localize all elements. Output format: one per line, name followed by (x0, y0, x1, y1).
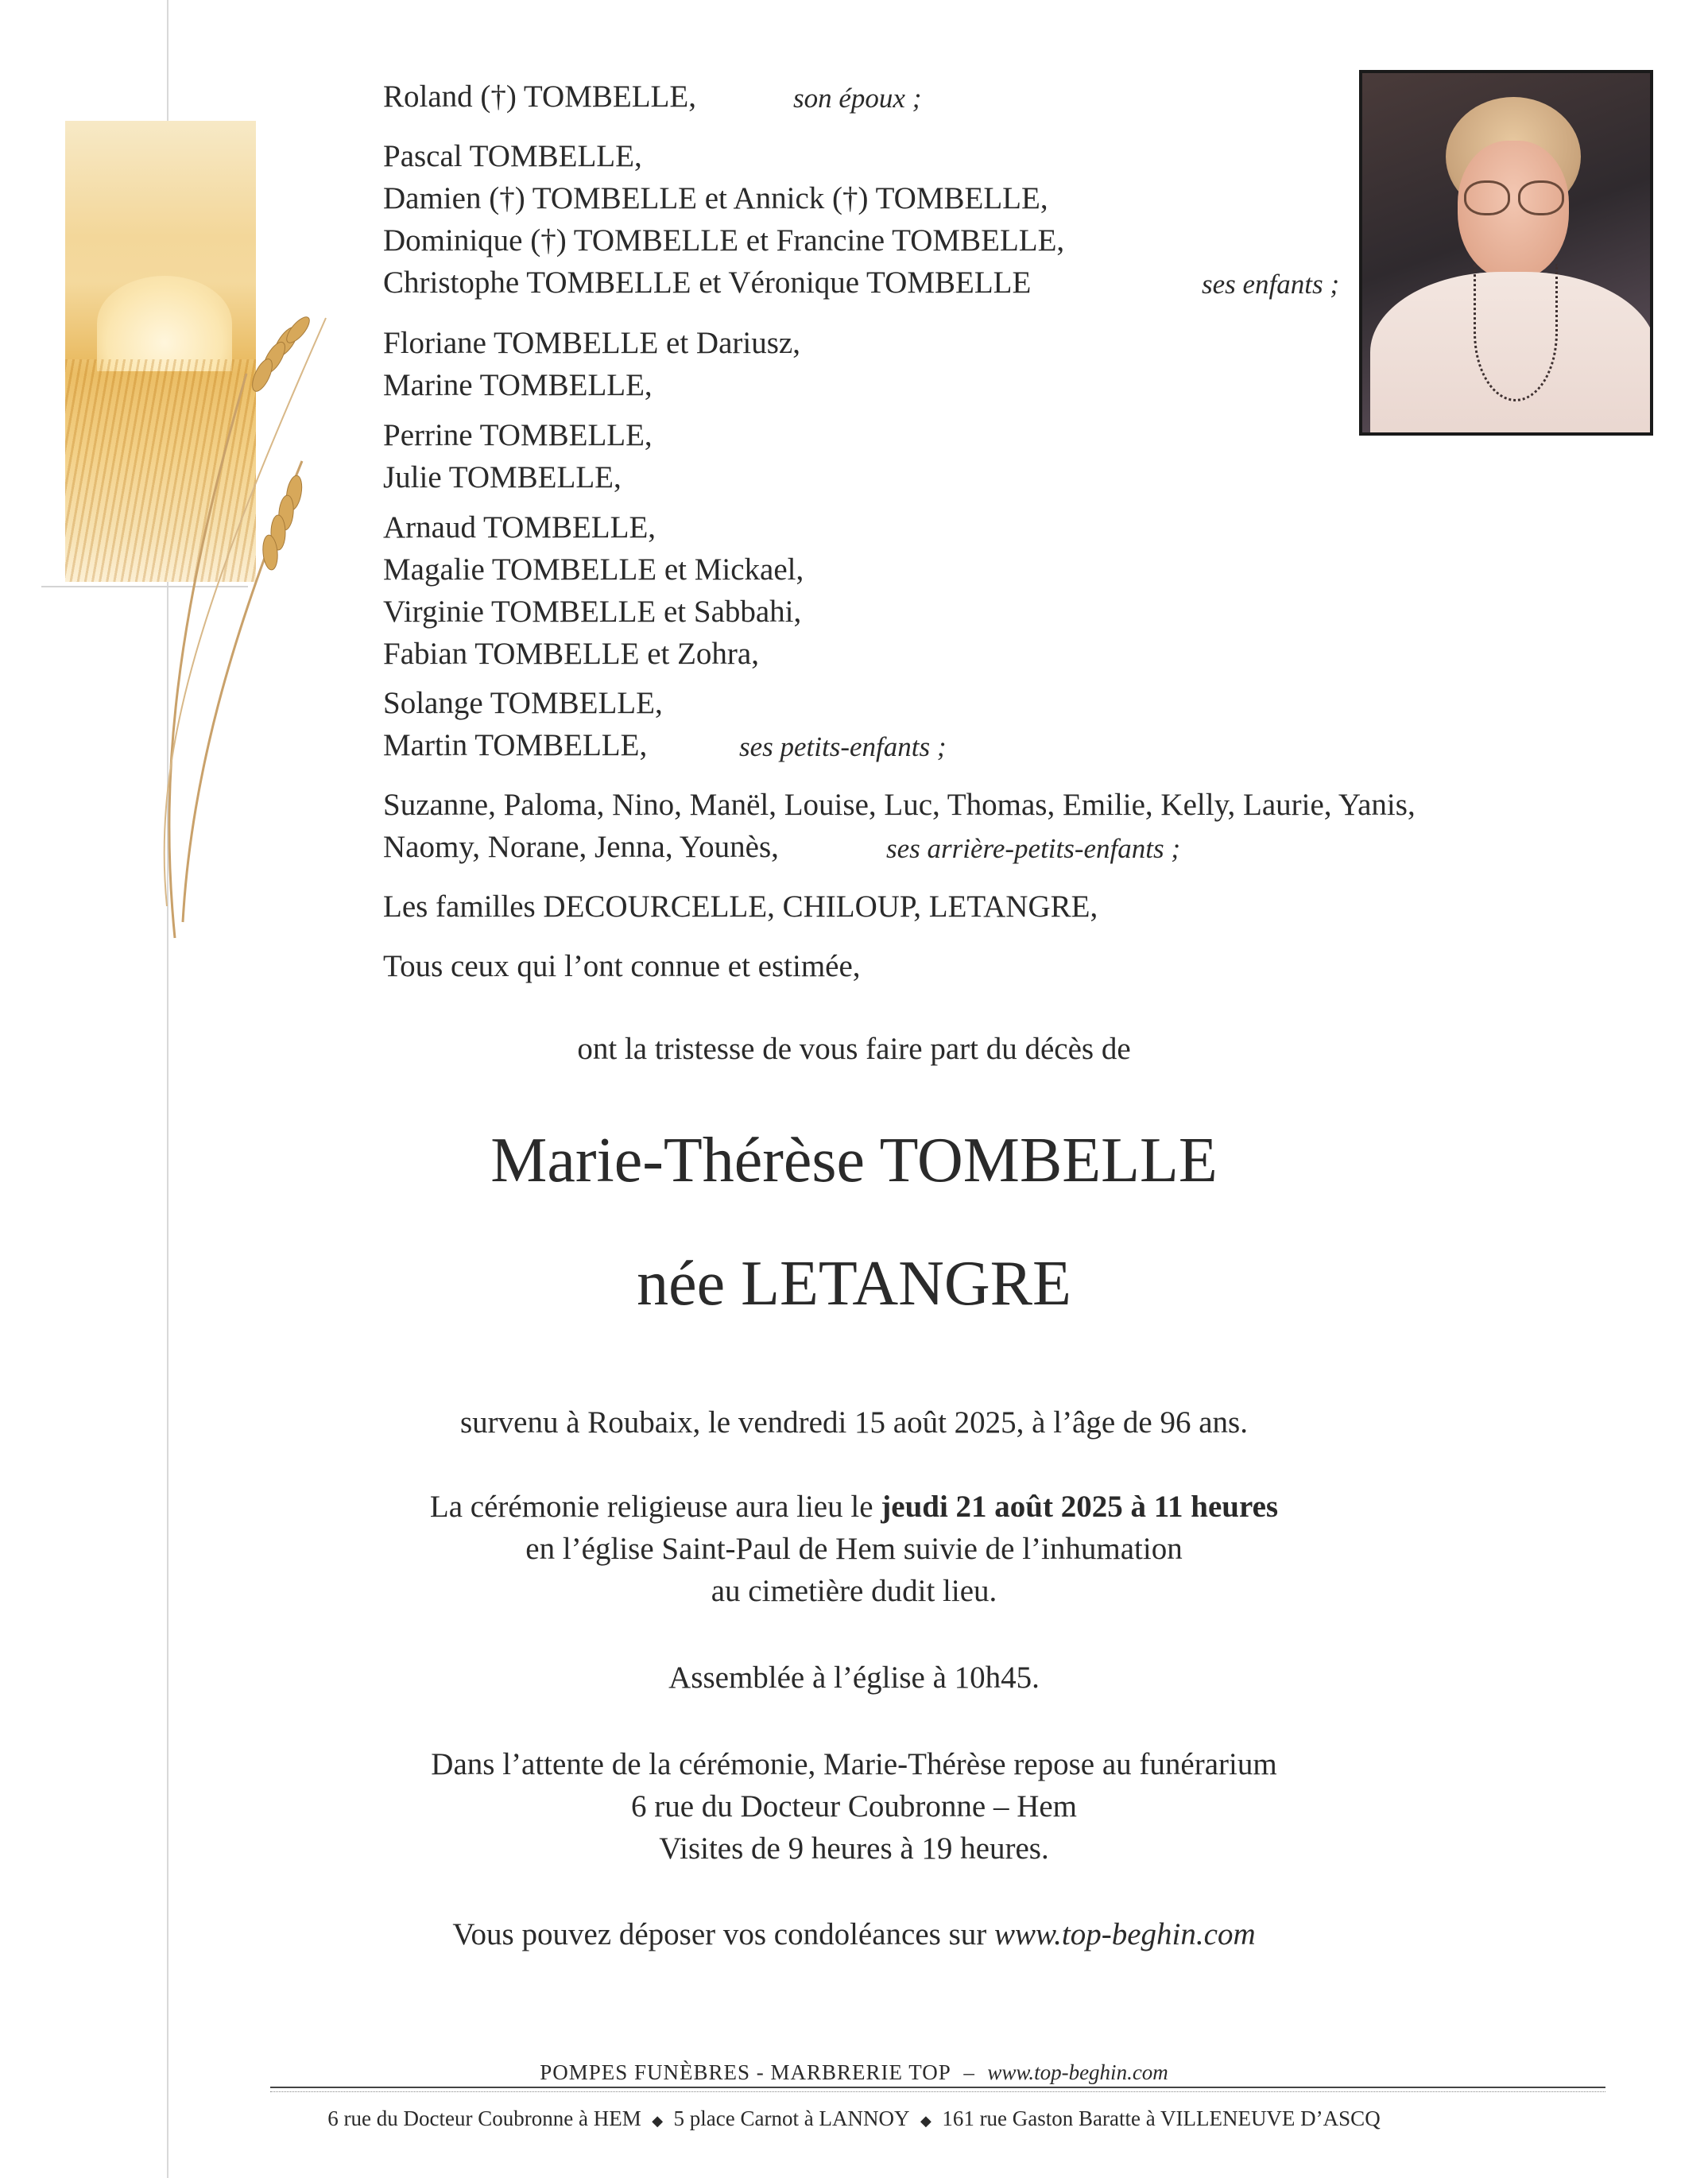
condolences-link[interactable]: www.top-beghin.com (994, 1917, 1256, 1951)
grandchild-line: Arnaud TOMBELLE, (383, 510, 656, 544)
child-line: Dominique (†) TOMBELLE et Francine TOMBELLE, (383, 223, 1065, 258)
funerarium-line-3: Visites de 9 heures à 19 heures. (659, 1831, 1049, 1866)
child-line: Christophe TOMBELLE et Véronique TOMBELLE (383, 265, 1032, 300)
announcement: ont la tristesse de vous faire part du décès de (577, 1032, 1131, 1066)
separator-diamond-icon: ◆ (652, 2113, 664, 2129)
deceased-portrait (1359, 70, 1653, 436)
child-line: Damien (†) TOMBELLE et Annick (†) TOMBELLE, (383, 181, 1048, 215)
children-role: ses enfants ; (1202, 269, 1340, 300)
separator-diamond-icon: ◆ (920, 2113, 931, 2129)
ceremony-datetime: jeudi 21 août 2025 à 11 heures (881, 1490, 1279, 1524)
grandchild-line: Virginie TOMBELLE et Sabbahi, (383, 595, 802, 629)
spouse-name: Roland (†) TOMBELLE, (383, 79, 696, 114)
footer-addresses (0, 2106, 1708, 2131)
great-grandchildren-role: ses arrière-petits-enfants ; (886, 833, 1181, 864)
grandchild-line: Floriane TOMBELLE et Dariusz, (383, 326, 800, 360)
assembly-line: Assemblée à l’église à 10h45. (668, 1661, 1040, 1695)
wheat-stalk-icon (127, 302, 366, 954)
grandchildren-role: ses petits-enfants ; (739, 731, 947, 762)
families-line: Les familles DECOURCELLE, CHILOUP, LETANGRE, (383, 889, 1098, 924)
footer-divider (270, 2087, 1605, 2088)
funerarium-line-1: Dans l’attente de la cérémonie, Marie-Thérèse repose au funérarium (431, 1747, 1277, 1781)
death-info: survenu à Roubaix, le vendredi 15 août 2025, à l’âge de 96 ans. (460, 1405, 1248, 1440)
grandchild-line: Magalie TOMBELLE et Mickael, (383, 552, 804, 587)
grandchild-line: Marine TOMBELLE, (383, 368, 653, 402)
footer-address: 161 rue Gaston Baratte à VILLENEUVE D’ASCQ (942, 2106, 1381, 2130)
condolences-line: Vous pouvez déposer vos condoléances sur www.top-beghin.com (452, 1917, 1256, 1951)
grandchild-line: Martin TOMBELLE, (383, 728, 648, 762)
ceremony-line-3: au cimetière dudit lieu. (711, 1574, 997, 1608)
footer-company-line: POMPES FUNÈBRES - MARBRERIE TOP – www.top-beghin.com (540, 2060, 1168, 2084)
deceased-name: Marie-Thérèse TOMBELLE (490, 1126, 1218, 1196)
child-line: Pascal TOMBELLE, (383, 139, 642, 173)
grandchild-line: Solange TOMBELLE, (383, 686, 663, 720)
footer-company: POMPES FUNÈBRES - MARBRERIE TOP (540, 2060, 951, 2084)
funerarium-line-2: 6 rue du Docteur Coubronne – Hem (630, 1789, 1078, 1823)
deceased-maiden-name: née LETANGRE (637, 1249, 1071, 1319)
grandchild-line: Fabian TOMBELLE et Zohra, (383, 637, 759, 671)
grandchild-line: Perrine TOMBELLE, (383, 418, 653, 452)
great-grandchild-line: Suzanne, Paloma, Nino, Manël, Louise, Luc, Thomas, Emilie, Kelly, Laurie, Yanis, (383, 788, 1416, 822)
others-line: Tous ceux qui l’ont connue et estimée, (383, 949, 861, 983)
spouse-role: son époux ; (793, 83, 922, 114)
footer-address: 5 place Carnot à LANNOY (673, 2106, 910, 2130)
footer-address: 6 rue du Docteur Coubronne à HEM (327, 2106, 641, 2130)
grandchild-line: Julie TOMBELLE, (383, 460, 622, 494)
footer-url[interactable]: www.top-beghin.com (987, 2060, 1168, 2084)
ceremony-line-1: La cérémonie religieuse aura lieu le jeudi 21 août 2025 à 11 heures (429, 1490, 1279, 1524)
great-grandchild-line: Naomy, Norane, Jenna, Younès, (383, 830, 779, 864)
ceremony-line-2: en l’église Saint-Paul de Hem suivie de l’inhumation (525, 1532, 1183, 1566)
